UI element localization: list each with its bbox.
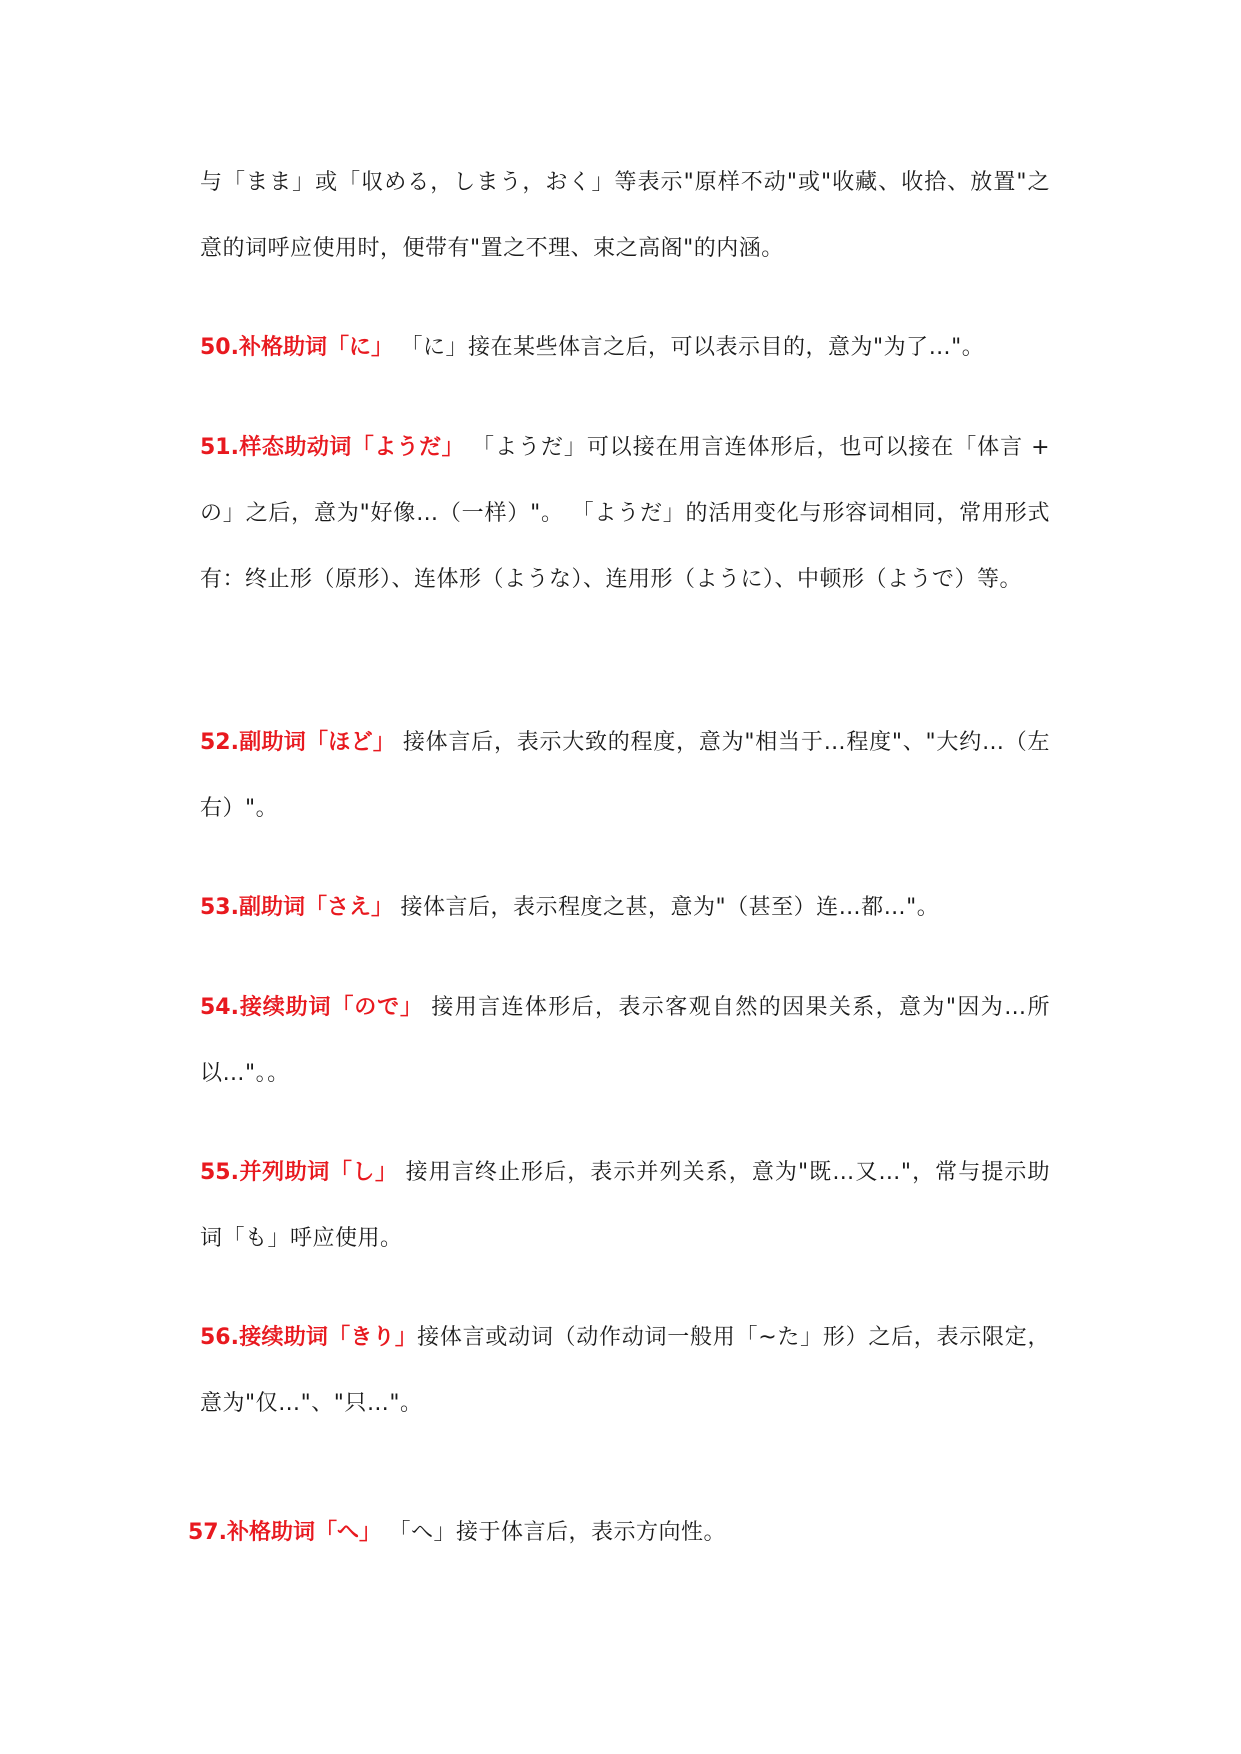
paragraph-text: 接用言终止形后，表示并列关系，意为"既…又…"，常与提示助词「も」呼应使用。 — [200, 1160, 1050, 1251]
paragraph-55 — [200, 1140, 1050, 1272]
paragraph-text: 接体言后，表示程度之甚，意为"（甚至）连…都…"。 — [392, 895, 940, 920]
paragraph-57 — [188, 1500, 1038, 1566]
paragraph-text: 与「まま」或「収める，しまう，おく」等表示"原样不动"或"收藏、收拾、放置"之意的词呼应使用时，便带有"置之不理、束之高阁"的内涵。 — [200, 170, 1050, 261]
paragraph-54 — [200, 975, 1050, 1107]
paragraph-56 — [200, 1305, 1050, 1437]
paragraph-heading: 57.补格助词「へ」 — [188, 1520, 381, 1545]
paragraph-50 — [200, 315, 1050, 381]
paragraph-heading: 50.补格助词「に」 — [200, 335, 393, 360]
paragraph-text: 「へ」接于体言后，表示方向性。 — [380, 1520, 726, 1545]
paragraph-heading: 52.副助词「ほど」 — [200, 730, 396, 755]
paragraph-heading: 55.并列助词「し」 — [200, 1160, 398, 1185]
paragraph-text: 「に」接在某些体言之后，可以表示目的，意为"为了…"。 — [392, 335, 985, 360]
paragraph-51 — [200, 415, 1050, 613]
paragraph-53 — [200, 875, 1050, 941]
paragraph-text: 接体言或动词（动作动词一般用「~た」形）之后，表示限定，意为"仅…"、"只…"。 — [200, 1325, 1050, 1416]
paragraph-text: 「ようだ」可以接在用言连体形后，也可以接在「体言 + の」之后，意为"好像…（一样）"。 「ようだ」的活用变化与形容词相同，常用形式有：终止形（原形）、连体形（ような）、连用形（ように）、中顿形（ようで）等。 — [200, 435, 1050, 592]
paragraph-intro — [200, 150, 1050, 282]
paragraph-heading: 53.副助词「さえ」 — [200, 895, 393, 920]
paragraph-52 — [200, 710, 1050, 842]
paragraph-text: 接用言连体形后，表示客观自然的因果关系，意为"因为…所以…"。。 — [200, 995, 1050, 1086]
paragraph-heading: 56.接续助词「きり」 — [200, 1325, 418, 1350]
paragraph-text: 接体言后，表示大致的程度，意为"相当于…程度"、"大约…（左右）"。 — [200, 730, 1050, 821]
paragraph-heading: 51.样态助动词「ようだ」 — [200, 435, 465, 460]
paragraph-heading: 54.接续助词「ので」 — [200, 995, 423, 1020]
